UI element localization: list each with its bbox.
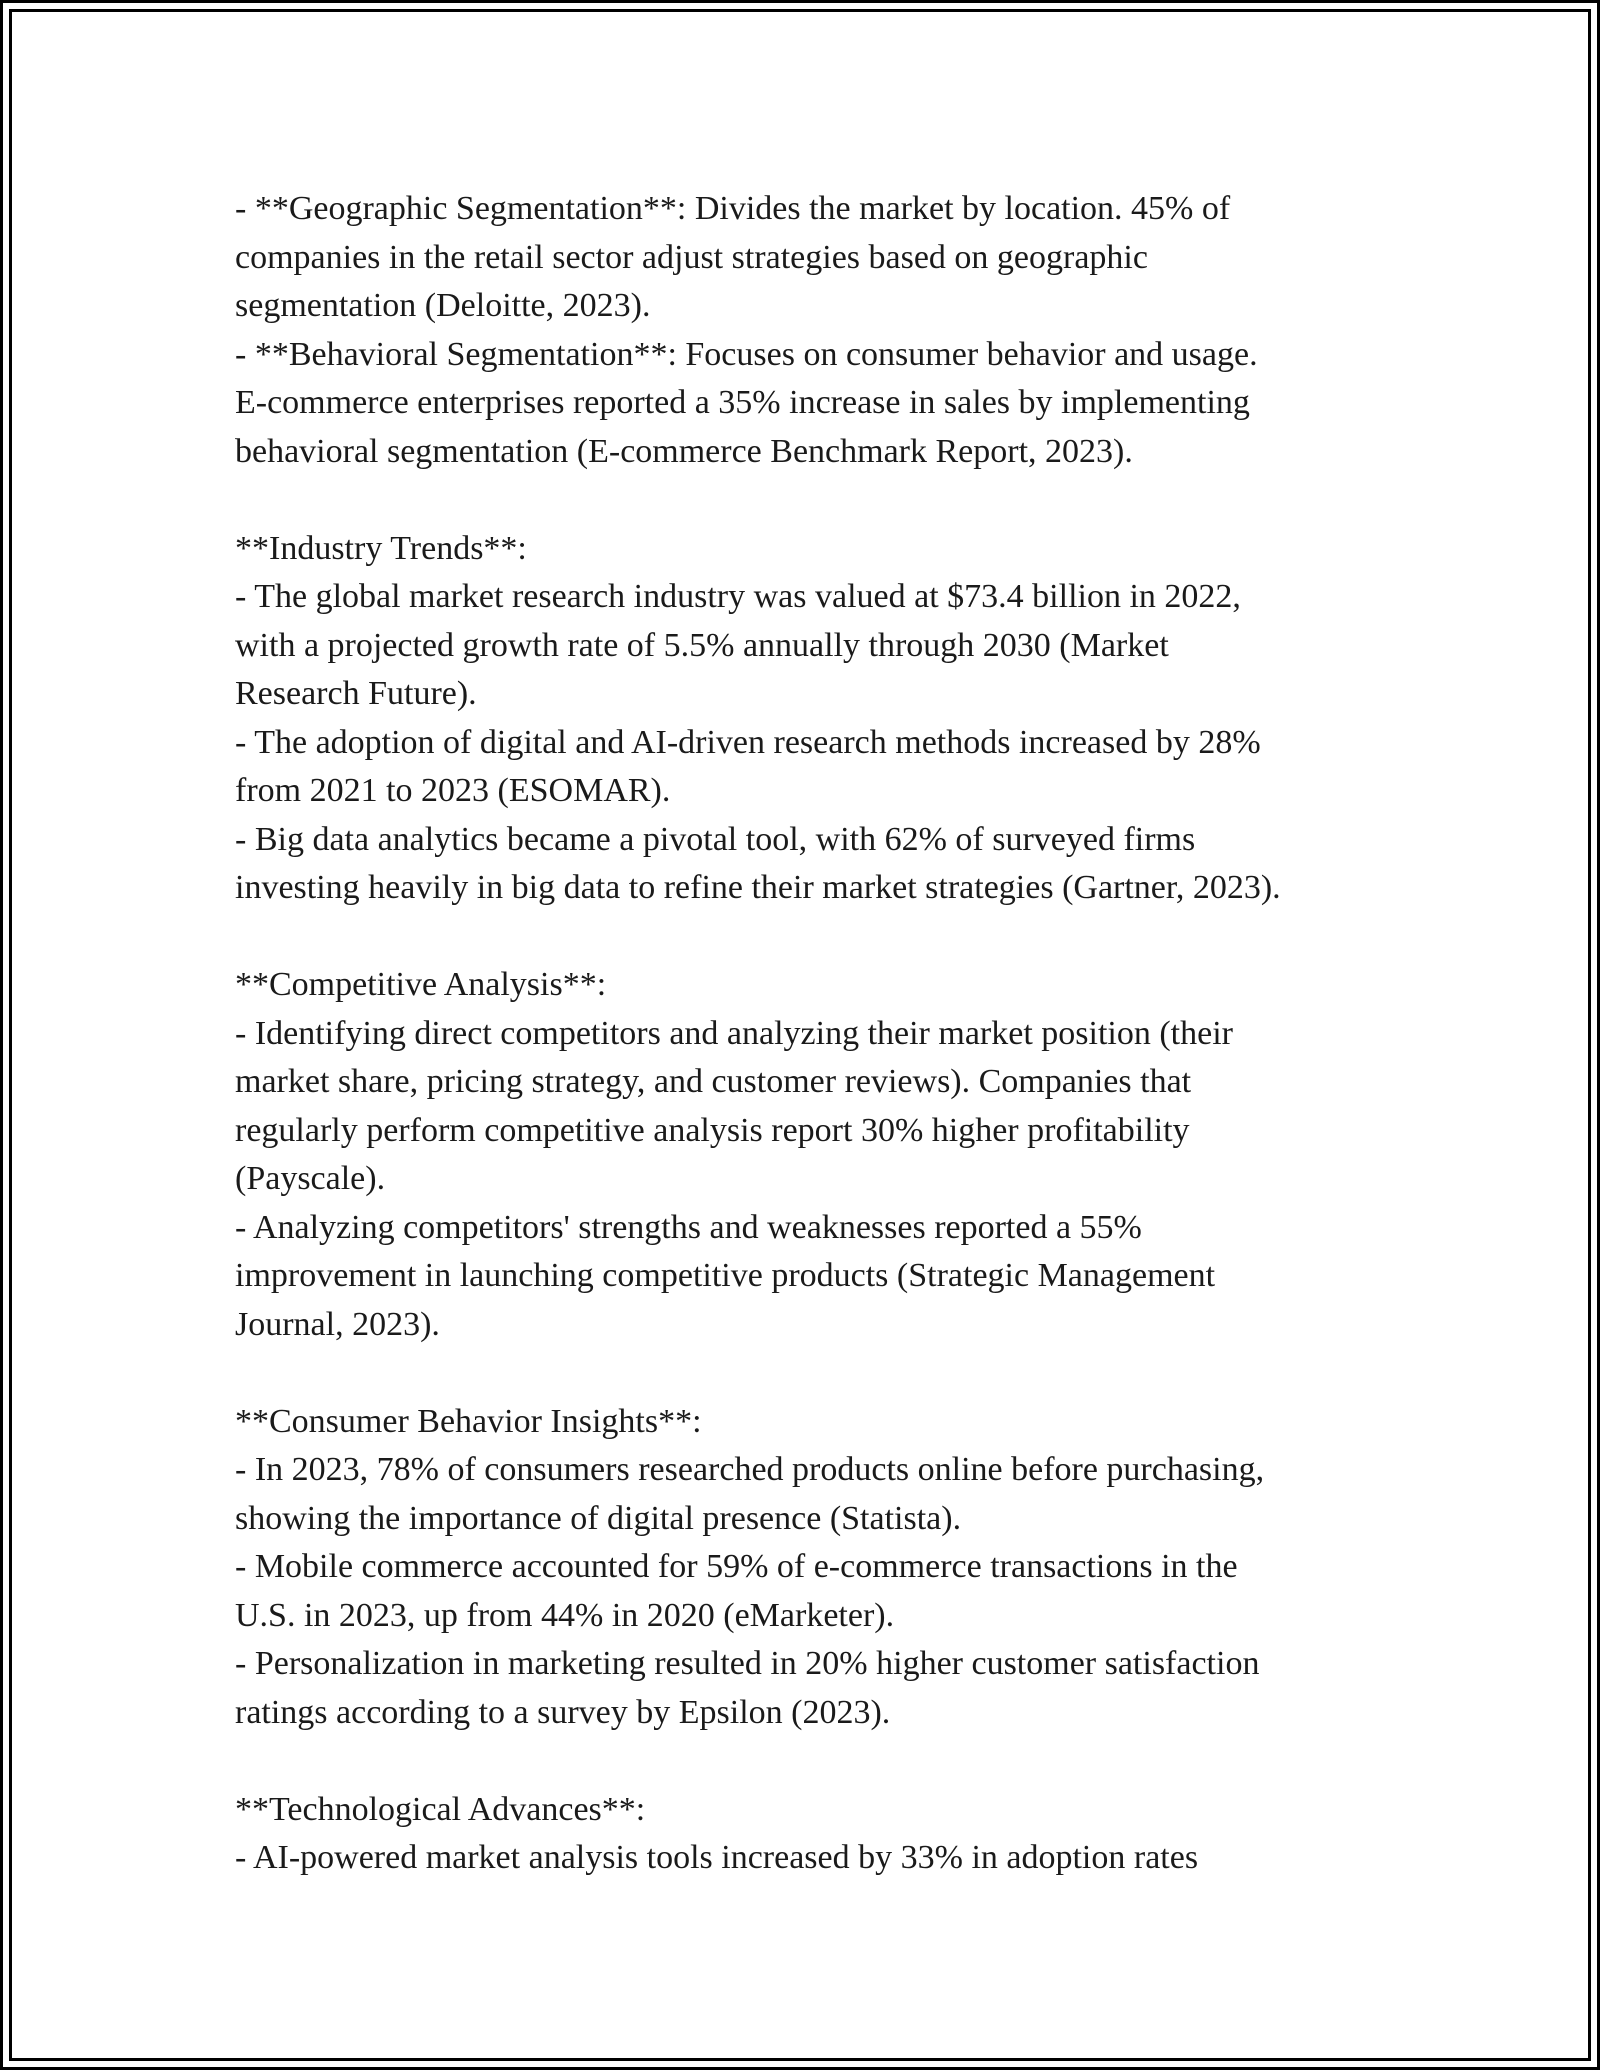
text-line: improvement in launching competitive products (Strategic Management xyxy=(235,1257,1216,1294)
document-body xyxy=(235,185,1375,1883)
text-line: **Technological Advances**: xyxy=(235,1790,646,1828)
text-line: - **Behavioral Segmentation**: Focuses on consumer behavior and usage. xyxy=(235,335,1258,373)
text-line: - **Geographic Segmentation**: Divides the market by location. 45% of xyxy=(235,190,1231,227)
text-line: - In 2023, 78% of consumers researched products online before purchasing, xyxy=(235,1451,1265,1488)
text-line: Journal, 2023). xyxy=(235,1305,440,1343)
text-line: **Consumer Behavior Insights**: xyxy=(235,1402,702,1440)
text-line: ratings according to a survey by Epsilon (2023). xyxy=(235,1693,891,1731)
text-line: - Big data analytics became a pivotal tool, with 62% of surveyed firms xyxy=(235,820,1196,858)
text-line: - Mobile commerce accounted for 59% of e-commerce transactions in the xyxy=(235,1548,1238,1585)
text-line: - The global market research industry was valued at $73.4 billion in 2022, xyxy=(235,578,1241,615)
text-line: - Identifying direct competitors and analyzing their market position (their xyxy=(235,1014,1233,1052)
text-line: Research Future). xyxy=(235,675,477,712)
text-line: - The adoption of digital and AI-driven research methods increased by 28% xyxy=(235,723,1261,761)
paragraph-spacer xyxy=(235,913,1375,962)
text-line: **Competitive Analysis**: xyxy=(235,966,607,1003)
text-line: investing heavily in big data to refine their market strategies (Gartner, 2023). xyxy=(235,869,1281,906)
text-line: from 2021 to 2023 (ESOMAR). xyxy=(235,772,671,809)
text-line: (Payscale). xyxy=(235,1160,386,1197)
text-line: behavioral segmentation (E-commerce Benchmark Report, 2023). xyxy=(235,432,1133,470)
text-line: - Analyzing competitors' strengths and weaknesses reported a 55% xyxy=(235,1208,1142,1246)
text-line: - Personalization in marketing resulted in 20% higher customer satisfaction xyxy=(235,1645,1260,1682)
text-line: segmentation (Deloitte, 2023). xyxy=(235,287,651,324)
text-line: E-commerce enterprises reported a 35% increase in sales by implementing xyxy=(235,384,1250,421)
text-line: regularly perform competitive analysis report 30% higher profitability xyxy=(235,1111,1190,1149)
text-line: showing the importance of digital presence (Statista). xyxy=(235,1499,962,1537)
paragraph-spacer xyxy=(235,476,1375,525)
text-line: **Industry Trends**: xyxy=(235,529,527,567)
text-line: with a projected growth rate of 5.5% annually through 2030 (Market xyxy=(235,626,1169,664)
text-line: market share, pricing strategy, and customer reviews). Companies that xyxy=(235,1063,1192,1100)
text-line: companies in the retail sector adjust strategies based on geographic xyxy=(235,238,1148,276)
paragraph-spacer xyxy=(235,1737,1375,1786)
paragraph-spacer xyxy=(235,1349,1375,1398)
text-line: - AI-powered market analysis tools increased by 33% in adoption rates xyxy=(235,1839,1199,1876)
text-line: U.S. in 2023, up from 44% in 2020 (eMarketer). xyxy=(235,1596,895,1634)
